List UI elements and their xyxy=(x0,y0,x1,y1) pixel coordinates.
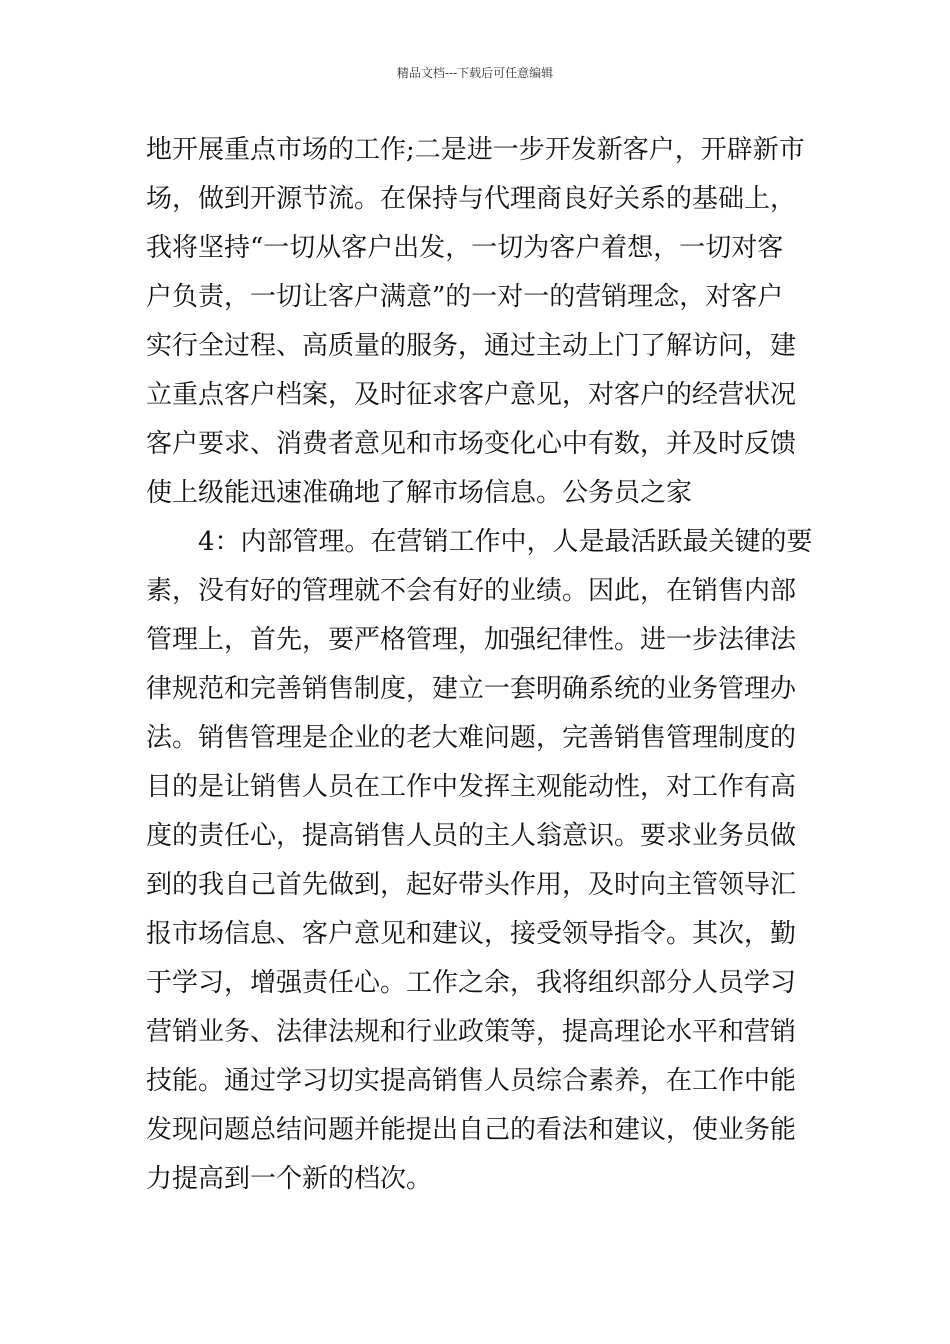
text-line: 营销业务、法律法规和行业政策等，提高理论水平和营销 xyxy=(146,1017,797,1047)
text-line: 发现问题总结问题并能提出自己的看法和建议，使业务能 xyxy=(146,1115,797,1145)
text-line: 实行全过程、高质量的服务，通过主动上门了解访问，建 xyxy=(146,331,797,361)
paragraph-2 xyxy=(146,518,813,1204)
text-line: 我将坚持“一切从客户出发，一切为客户着想，一切对客 xyxy=(146,233,784,263)
page-header: 精品文档---下载后可任意编辑 xyxy=(396,66,554,80)
text-line: 素，没有好的管理就不会有好的业绩。因此，在销售内部 xyxy=(146,576,797,606)
text-line: 4：内部管理。在营销工作中，人是最活跃最关键的要 xyxy=(198,527,813,557)
document-body xyxy=(146,126,813,1204)
text-line: 立重点客户档案，及时征求客户意见，对客户的经营状况 xyxy=(146,380,797,410)
text-line: 目的是让销售人员在工作中发挥主观能动性，对工作有高 xyxy=(146,772,797,802)
text-line: 度的责任心，提高销售人员的主人翁意识。要求业务员做 xyxy=(146,821,797,851)
text-line: 到的我自己首先做到，起好带头作用，及时向主管领导汇 xyxy=(146,870,797,900)
text-line: 法。销售管理是企业的老大难问题，完善销售管理制度的 xyxy=(146,723,797,753)
text-line: 使上级能迅速准确地了解市场信息。公务员之家 xyxy=(146,478,693,508)
text-line: 力提高到一个新的档次。 xyxy=(146,1164,433,1194)
text-line: 律规范和完善销售制度，建立一套明确系统的业务管理办 xyxy=(146,674,797,704)
text-line: 于学习，增强责任心。工作之余，我将组织部分人员学习 xyxy=(146,968,797,998)
text-line: 户负责，一切让客户满意”的一对一的营销理念，对客户 xyxy=(146,282,784,312)
text-line: 地开展重点市场的工作;二是进一步开发新客户，开辟新市 xyxy=(146,135,805,165)
text-line: 场，做到开源节流。在保持与代理商良好关系的基础上， xyxy=(146,184,797,214)
paragraph-1 xyxy=(146,126,806,518)
text-line: 报市场信息、客户意见和建议，接受领导指令。其次，勤 xyxy=(146,919,797,949)
text-line: 技能。通过学习切实提高销售人员综合素养，在工作中能 xyxy=(146,1066,797,1096)
text-line: 客户要求、消费者意见和市场变化心中有数，并及时反馈 xyxy=(146,429,797,459)
text-line: 管理上，首先，要严格管理，加强纪律性。进一步法律法 xyxy=(146,625,797,655)
